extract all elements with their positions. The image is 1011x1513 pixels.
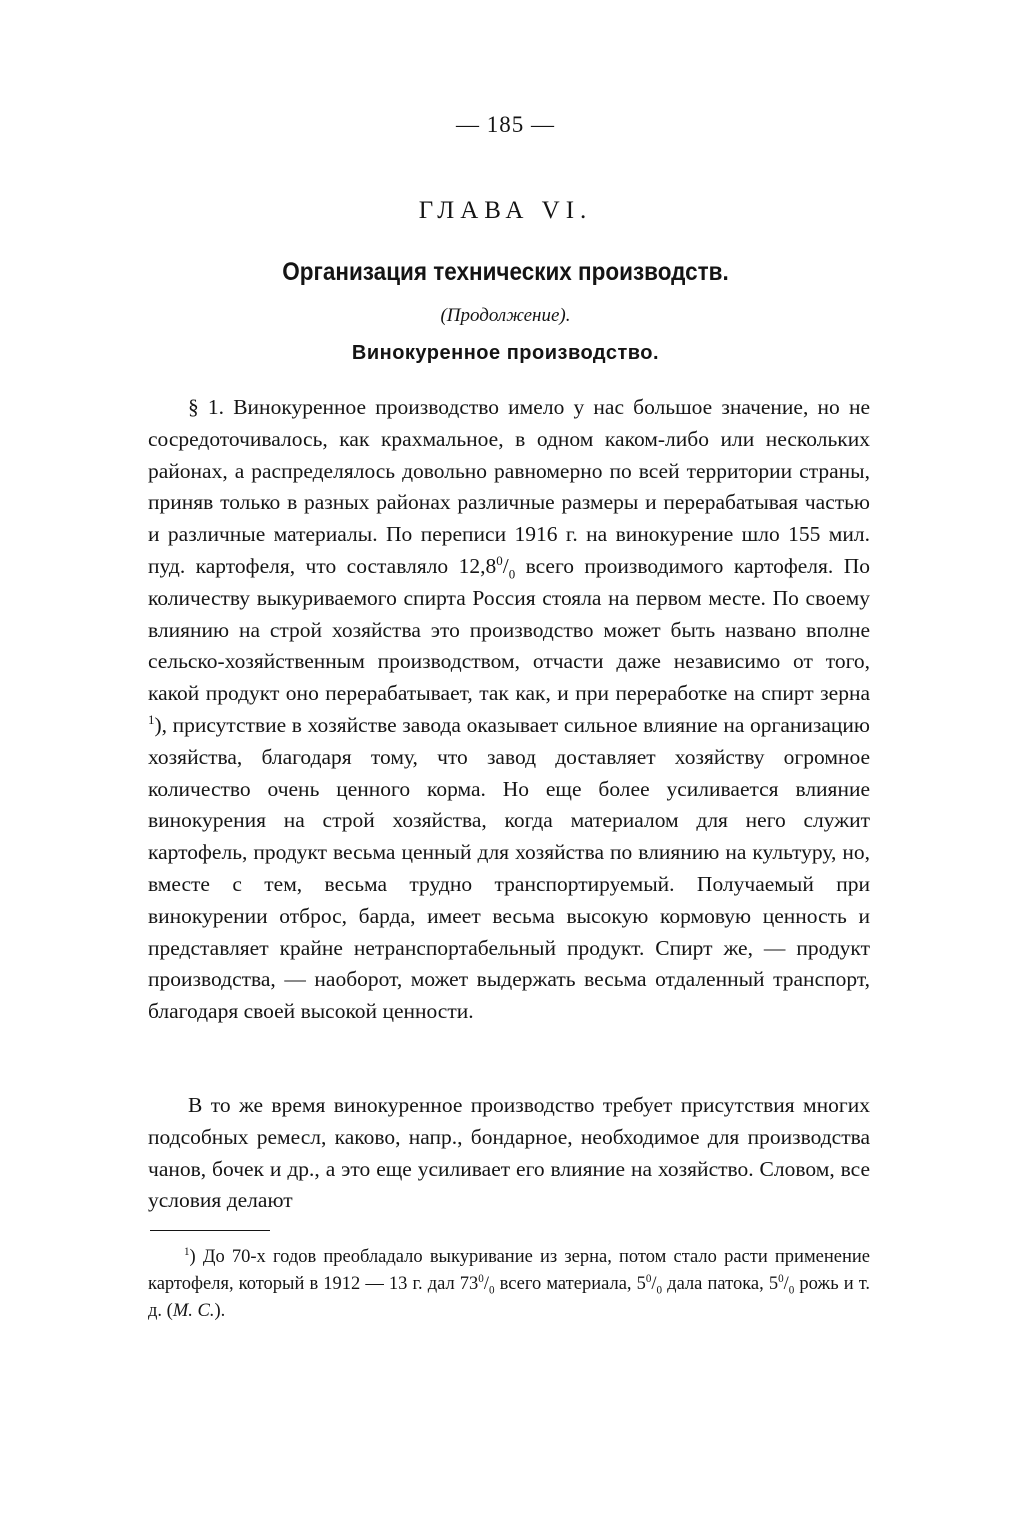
paragraph-1-part-b: всего производимого картофеля. По количеству выкуриваемого спирта Россия стояла на первом месте. По своему влиянию на строй хозяйства это производство может быть названо вполне сельско-хозяйственным производством, отчасти даже независимо от того, какой продукт оно перерабатывает, так как, и при переработке на спирт зерна [148,553,870,706]
paragraph-2: В то же время винокуренное производство требует присутствия многих подсобных ремесл, каково, напр., бондарное, необходимое для производства чанов, бочек и др., а это еще усиливает его влияние на хозяйство. Словом, все условия делают [148,1093,870,1213]
footnote-part-a: ) До 70-х годов преобладало выкуривание из зерна, потом стало расти применение картофеля, который в 1912 — 13 г. дал 73 [148,1247,870,1294]
chapter-subtitle: (Продолжение). [440,305,571,326]
percent-sign-slash: / [502,553,509,578]
footnote-signature: М. С. [172,1301,215,1321]
fn-percent-top: 0 [778,1272,784,1285]
footnote-part-b: всего материала, 5 [494,1274,646,1294]
paragraph-1 [148,392,870,1028]
footnote-reference: 1 [148,712,155,727]
fn-percent-slash: / [483,1274,489,1294]
fn-percent-slash: / [783,1274,789,1294]
percent-sign-bottom: 0 [508,567,516,582]
section-title: Винокуренное производство. [351,342,660,364]
fn-percent-bottom: 0 [656,1284,663,1297]
page-number: — 185 — [456,112,555,137]
fn-percent-top: 0 [478,1272,484,1285]
paragraph-1-part-c: ), присутствие в хозяйстве завода оказывает сильное влияние на организацию хозяйства, благодаря тому, что завод доставляет хозяйству огромное количество очень ценного корма. Но еще более усиливается влияние винокурения на строй хозяйства, когда материалом для него служит картофель, продукт весьма ценный для хозяйства по влиянию на культуру, но, вместе с тем, весьма трудно транспортируемый. Получаемый при винокурении отброс, барда, имеет весьма высокую кормовую ценность и представляет крайне нетранспортабельный продукт. Спирт же, — продукт производства, — наоборот, может выдержать весьма отдаленный транспорт, благодаря своей высокой ценности. [148,712,870,1024]
footnote [148,1244,870,1325]
paragraph-1-part-a: § 1. Винокуренное производство имело у нас большое значение, но не сосредоточивалось, как крахмальное, в одном каком-либо или нескольких районах, а распределялось довольно равномерно по всей территории страны, приняв только в разных районах различные размеры и перерабатывая частью и различные материалы. По переписи 1916 г. на винокурение шло 155 мил. пуд. картофеля, что составляло 12,8 [148,395,870,578]
fn-percent-slash: / [651,1274,657,1294]
percent-sign-top: 0 [496,553,503,568]
chapter-heading: ГЛАВА VI. [418,197,593,224]
footnote-part-e: ). [214,1301,226,1321]
fn-percent-bottom: 0 [488,1284,495,1297]
chapter-title: Организация технических производств. [282,258,729,286]
fn-percent-bottom: 0 [788,1284,795,1297]
footnote-part-d: рожь и т. д. ( [148,1274,871,1321]
footnote-marker: 1 [184,1245,190,1258]
footnote-part-c: дала патока, 5 [662,1274,779,1294]
footnote-divider [150,1230,270,1231]
fn-percent-top: 0 [645,1272,652,1285]
